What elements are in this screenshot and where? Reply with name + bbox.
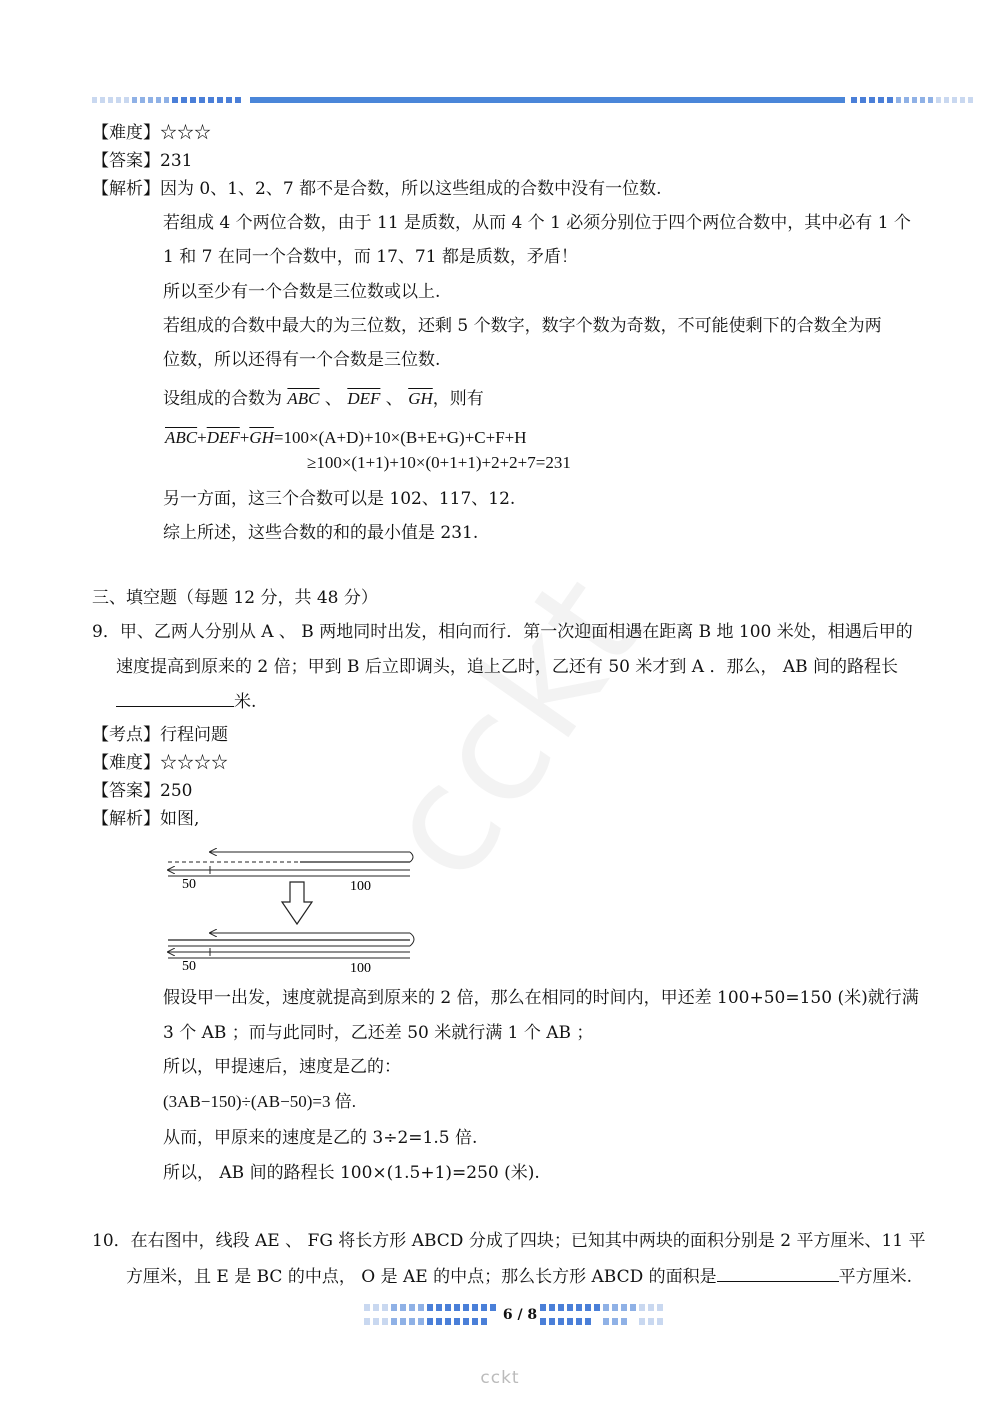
label-100: 100 bbox=[350, 961, 371, 976]
analysis-row bbox=[92, 178, 661, 200]
overline-abc: $\overline{ABC}$ bbox=[165, 428, 198, 447]
question-10-line bbox=[126, 1265, 912, 1288]
answer-value: 231 bbox=[160, 151, 193, 171]
equation-line-1: $\overline{ABC}+\overline{DEF}+\overline{GH}=100\times(A+D)+10\times(B+E+G)+C+F+H$ bbox=[165, 428, 527, 447]
analysis-paragraph: 所以，甲提速后，速度是乙的： bbox=[163, 1057, 401, 1077]
analysis-paragraph: 若组成的合数中最大的为三位数，还剩 5 个数字，数字个数为奇数，不可能使剩下的合数全为两 bbox=[163, 316, 882, 336]
footer-watermark: cckt bbox=[480, 1368, 520, 1388]
analysis-text: 如图, bbox=[160, 809, 200, 829]
analysis-label: 【解析】 bbox=[92, 809, 160, 829]
turnaround-curve bbox=[410, 933, 414, 946]
turnaround-curve bbox=[410, 852, 413, 862]
overline-def: $\overline{DEF}$ bbox=[347, 389, 381, 408]
analysis-paragraph: 另一方面，这三个合数可以是 102、117、12. bbox=[163, 489, 516, 509]
analysis-paragraph: 所以， AB 间的路程长 100×(1.5+1)=250 (米). bbox=[163, 1163, 540, 1183]
kaodian-label: 【考点】 bbox=[92, 725, 160, 745]
analysis-paragraph: 所以至少有一个合数是三位数或以上. bbox=[163, 282, 441, 302]
analysis-text: 因为 0、1、2、7 都不是合数，所以这些组成的合数中没有一位数. bbox=[160, 179, 662, 199]
analysis-label: 【解析】 bbox=[92, 179, 160, 199]
answer-row bbox=[92, 780, 192, 802]
text-span: ，则有 bbox=[432, 389, 484, 409]
down-arrow-icon bbox=[282, 882, 312, 924]
analysis-paragraph: 位数，所以还得有一个合数是三位数. bbox=[163, 350, 441, 370]
separator: 、 bbox=[324, 389, 342, 409]
answer-label: 【答案】 bbox=[92, 151, 160, 171]
unit: 平方厘米. bbox=[838, 1267, 913, 1287]
question-9-line: 9．甲、乙两人分别从 A 、 B 两地同时出发，相向而行．第一次迎面相遇在距离 B 地 100 米处，相遇后甲的 bbox=[92, 622, 913, 642]
answer-label: 【答案】 bbox=[92, 781, 160, 801]
analysis-row bbox=[92, 808, 199, 830]
answer-blank[interactable] bbox=[116, 690, 234, 707]
text-span: 设组成的合数为 bbox=[163, 389, 282, 409]
overline-gh: $\overline{GH}$ bbox=[249, 428, 274, 447]
answer-row bbox=[92, 150, 192, 172]
unit: 米. bbox=[234, 692, 257, 712]
distance-diagram bbox=[160, 840, 430, 980]
question-9-line: 速度提高到原来的 2 倍；甲到 B 后立即调头，追上乙时，乙还有 50 米才到 A ．那么， AB 间的路程长 bbox=[116, 657, 899, 677]
question-9-line bbox=[116, 690, 256, 713]
equation-rest: =100×(A+D)+10×(B+E+G)+C+F+H bbox=[273, 428, 527, 447]
answer-value: 250 bbox=[160, 781, 193, 801]
analysis-equation: (3AB−150)÷(AB−50)=3 倍. bbox=[163, 1092, 356, 1111]
difficulty-label: 【难度】 bbox=[92, 123, 160, 143]
difficulty-stars: ☆☆☆ bbox=[160, 123, 211, 143]
label-100: 100 bbox=[350, 879, 371, 894]
analysis-paragraph: 假设甲一出发，速度就提高到原来的 2 倍，那么在相同的时间内，甲还差 100+50=150 (米)就行满 bbox=[163, 988, 919, 1008]
analysis-paragraph: 1 和 7 在同一个合数中，而 17、71 都是质数，矛盾！ bbox=[163, 247, 578, 267]
separator: 、 bbox=[385, 389, 403, 409]
kaodian-row bbox=[92, 724, 228, 746]
question-10-line: 10．在右图中，线段 AE 、 FG 将长方形 ABCD 分成了四块；已知其中两块的面积分别是 2 平方厘米、11 平 bbox=[92, 1231, 926, 1251]
difficulty-stars: ☆☆☆☆ bbox=[160, 753, 228, 773]
section-title: 三、填空题（每题 12 分，共 48 分） bbox=[92, 588, 378, 608]
answer-blank[interactable] bbox=[717, 1265, 839, 1282]
difficulty-row bbox=[92, 122, 211, 144]
page-number: 6 / 8 bbox=[502, 1307, 538, 1323]
analysis-paragraph bbox=[163, 388, 484, 410]
analysis-paragraph: 从而，甲原来的速度是乙的 3÷2=1.5 倍. bbox=[163, 1128, 478, 1148]
analysis-paragraph: 3 个 AB ；而与此同时，乙还差 50 米就行满 1 个 AB ； bbox=[163, 1023, 594, 1043]
difficulty-row bbox=[92, 752, 228, 774]
kaodian-value: 行程问题 bbox=[160, 725, 228, 745]
overline-gh: $\overline{GH}$ bbox=[408, 389, 433, 408]
label-50: 50 bbox=[182, 877, 196, 892]
difficulty-label: 【难度】 bbox=[92, 753, 160, 773]
equation-line-2: ≥100×(1+1)+10×(0+1+1)+2+2+7=231 bbox=[307, 453, 571, 472]
header-decorative-bar bbox=[0, 95, 1000, 107]
analysis-paragraph: 若组成 4 个两位合数，由于 11 是质数，从而 4 个 1 必须分别位于四个两位合数中，其中必有 1 个 bbox=[163, 213, 911, 233]
text-span: 方厘米，且 E 是 BC 的中点， O 是 AE 的中点；那么长方形 ABCD 的面积是 bbox=[126, 1267, 717, 1287]
overline-abc: $\overline{ABC}$ bbox=[287, 389, 320, 408]
label-50: 50 bbox=[182, 959, 196, 974]
overline-def: $\overline{DEF}$ bbox=[206, 428, 240, 447]
analysis-paragraph: 综上所述，这些合数的和的最小值是 231. bbox=[163, 523, 479, 543]
